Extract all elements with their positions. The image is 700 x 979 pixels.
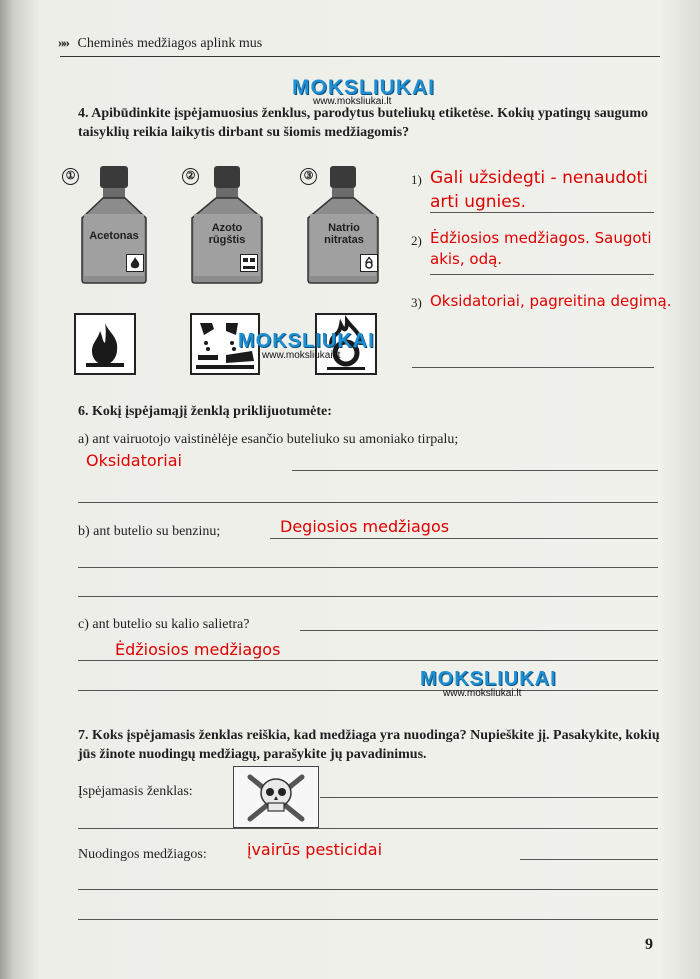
header-title: Cheminės medžiagos aplink mus [77, 36, 263, 51]
watermark-url: www.moksliukai.lt [313, 96, 392, 107]
answer-line [78, 567, 658, 568]
substances-label: Nuodingos medžiagos: [78, 847, 207, 862]
bottle-number-3: ③ [300, 166, 317, 185]
oxidizer-icon [360, 254, 378, 272]
answer-1-text: Gali užsidegti - nenaudoti arti ugnies. [430, 168, 648, 212]
answer-line [78, 660, 658, 661]
answer-number-2: 2) [411, 233, 422, 248]
bottle-label-1: Acetonas [89, 230, 139, 242]
answer-line [430, 274, 654, 275]
bottle-label-2: Azoto rūgštis [208, 222, 246, 246]
header-rule [60, 56, 660, 57]
question-4: 4. Apibūdinkite įspėjamuosius ženklus, parodytus buteliukų etiketėse. Kokių ypatingų saugumo taisyklių reikia laikytis dirbant su šiomis medžiagomis? [78, 106, 649, 140]
answer-line [520, 859, 658, 860]
corrosive-icon [240, 254, 258, 272]
watermark-url-3: www.moksliukai.lt [443, 688, 522, 699]
question-6a: a) ant vairuotojo vaistinėlėje esančio buteliuko su amoniako tirpalu; [78, 432, 459, 447]
answer-line [78, 919, 658, 920]
answer-3-text: Oksidatoriai, pagreitina degimą. [430, 292, 672, 310]
answer-line [430, 212, 654, 213]
answer-6b: Degiosios medžiagos [280, 517, 450, 536]
page-header [58, 36, 262, 52]
question-7: 7. Koks įspėjamasis ženklas reiškia, kad medžiaga yra nuodinga? Nupieškite jį. Pasakykite, kokių jūs žinote nuodingų medžiagų, parašykite jų pavadinimus. [78, 728, 660, 762]
answer-number-3: 3) [411, 295, 422, 310]
answer-line [320, 797, 658, 798]
header-arrows: »» [58, 36, 68, 51]
watermark-url-2: www.moksliukai.lt [262, 350, 341, 361]
answer-line [292, 470, 658, 471]
flame-icon [126, 254, 144, 272]
answer-line [78, 828, 658, 829]
watermark-brand: MOKSLIUKAI [292, 76, 435, 99]
answer-6a: Oksidatoriai [86, 451, 182, 470]
question-6c: c) ant butelio su kalio salietra? [78, 617, 250, 632]
answer-line [78, 889, 658, 890]
answer-line [78, 502, 658, 503]
answer-6c: Ėdžiosios medžiagos [115, 640, 281, 659]
bottle-number-1: ① [62, 166, 79, 185]
question-6b: b) ant butelio su benzinu; [78, 524, 221, 539]
answer-line [270, 538, 658, 539]
page-number: 9 [645, 936, 653, 953]
bottle-number-2: ② [182, 166, 199, 185]
watermark-brand-3: MOKSLIUKAI [420, 668, 557, 690]
hazard-sign-flammable [74, 313, 136, 375]
answer-line [412, 367, 654, 368]
answer-line [78, 596, 658, 597]
substances-answer: įvairūs pesticidai [247, 840, 383, 859]
answer-number-1: 1) [411, 172, 422, 187]
answer-line [78, 690, 658, 691]
answer-2-text: Ėdžiosios medžiagos. Saugoti akis, odą. [430, 229, 652, 268]
sign-label: Įspėjamasis ženklas: [78, 784, 193, 799]
bottle-label-3: Natrio nitratas [324, 222, 364, 246]
answer-line [300, 630, 658, 631]
question-6: 6. Kokį įspėjamąjį ženklą priklijuotumėte: [78, 404, 332, 419]
watermark-brand-2: MOKSLIUKAI [238, 330, 375, 352]
skull-crossbones-icon [233, 766, 319, 828]
